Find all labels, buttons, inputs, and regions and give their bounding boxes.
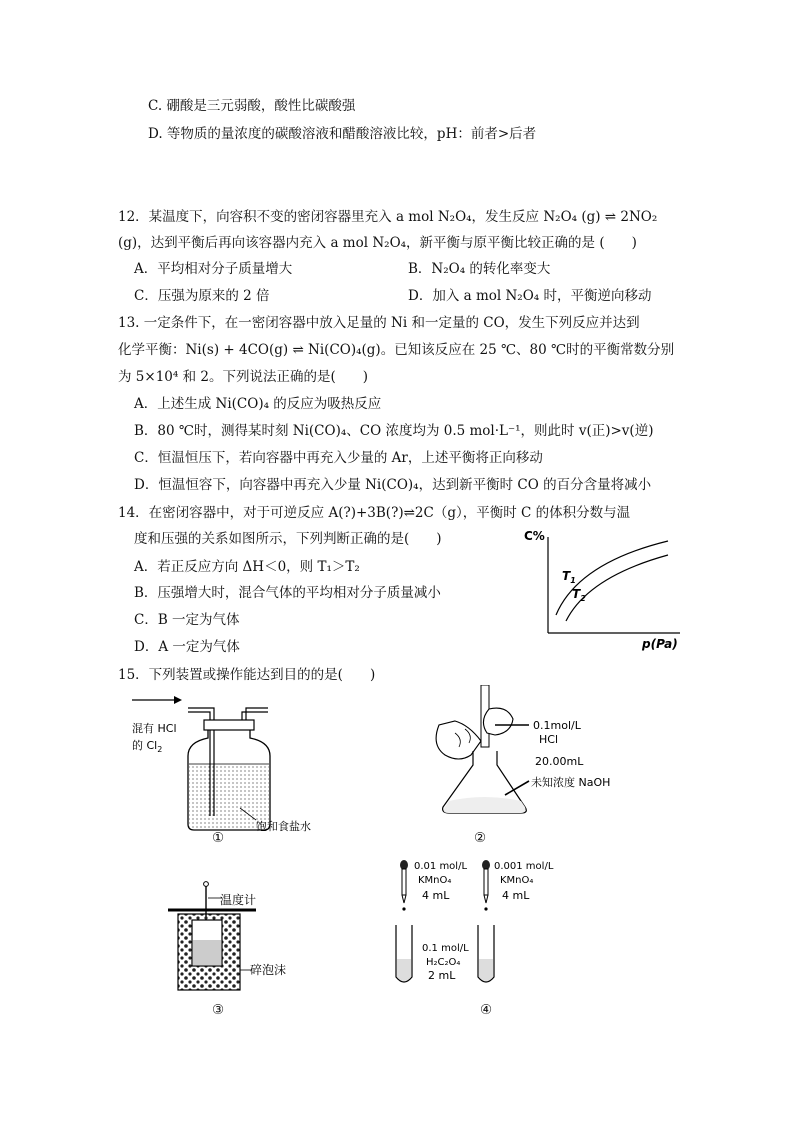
- fig3-foam-label: 碎泡沫: [250, 963, 287, 977]
- curve-t2: [566, 555, 668, 621]
- stopper: [204, 720, 254, 730]
- q14-option-d: D．A 一定为气体: [134, 639, 240, 655]
- dropper-2: [482, 860, 490, 911]
- q12-option-c: C．压强为原来的 2 倍: [134, 288, 270, 304]
- fig1-gas-wash-bottle: [128, 690, 358, 850]
- fig1-number: ①: [212, 830, 225, 846]
- q13-stem-line2: 化学平衡：Ni(s) + 4CO(g) ⇌ Ni(CO)₄(g)。已知该反应在 25 ℃、80 ℃时的平衡常数分别: [118, 342, 675, 358]
- option-d-prev: D. 等物质的量浓度的碳酸溶液和醋酸溶液比较，pH：前者>后者: [148, 126, 537, 142]
- q14-stem-line1: 14．在密闭容器中，对于可逆反应 A(?)+3B(?)⇌2C（g），平衡时 C 的体积分数与温: [118, 505, 631, 521]
- q12-option-a: A．平均相对分子质量增大: [134, 261, 293, 277]
- q15-stem: 15．下列装置或操作能达到目的的是( ): [118, 667, 376, 683]
- fig4-number: ④: [480, 1002, 493, 1018]
- q14-option-c: C．B 一定为气体: [134, 612, 240, 628]
- fig4-drop2-name: KMnO₄: [500, 875, 534, 886]
- option-c-prev: C. 硼酸是三元弱酸，酸性比碳酸强: [148, 98, 356, 114]
- fig3-thermo-label: 温度计: [220, 893, 257, 907]
- fig1-label-cl2: 的 $Cl_2$: [132, 739, 163, 754]
- q12-option-d: D．加入 a mol N₂O₄ 时，平衡逆向移动: [408, 288, 652, 304]
- q14-option-a: A．若正反应方向 ΔH＜0，则 T₁＞T₂: [134, 559, 360, 575]
- fig4-drop1-conc: 0.01 mol/L: [414, 861, 468, 872]
- arrow-head: [174, 696, 182, 704]
- fig4-tube-conc: 0.1 mol/L: [422, 943, 469, 954]
- y-axis-label: C%: [524, 529, 545, 543]
- fig2-volume: 20.00mL: [535, 755, 584, 768]
- fig2-acid-conc: 0.1mol/L: [533, 719, 581, 732]
- fig1-liquid-label: 饱和食盐水: [256, 820, 311, 833]
- fig4-drop2-vol: 4 mL: [502, 889, 530, 902]
- q12-stem-line2: (g)，达到平衡后再向该容器内充入 a mol N₂O₄，新平衡与原平衡比较正确的是 ( ): [118, 235, 637, 251]
- q12-stem-line1: 12．某温度下，向容积不变的密闭容器里充入 a mol N₂O₄，发生反应 N₂O₄ (g) ⇌ 2NO₂: [118, 209, 658, 225]
- curve-t2-label: $T_2$: [572, 587, 586, 603]
- q13-option-a: A．上述生成 Ni(CO)₄ 的反应为吸热反应: [134, 396, 382, 412]
- q14-graph: [520, 525, 685, 655]
- q13-stem-line1: 13. 一定条件下，在一密闭容器中放入足量的 Ni 和一定量的 CO，发生下列反应并达到: [118, 315, 640, 331]
- fig4-drop2-conc: 0.001 mol/L: [494, 861, 554, 872]
- fig2-acid-name: HCl: [539, 733, 559, 746]
- q14-option-b: B．压强增大时，混合气体的平均相对分子质量减小: [134, 585, 441, 601]
- hand-right: [483, 708, 513, 735]
- fig3-calorimeter: [160, 880, 300, 1000]
- q12-option-b: B．N₂O₄ 的转化率变大: [408, 261, 551, 277]
- curve-t1-label: $T_1$: [562, 569, 576, 585]
- x-axis-label: p(Pa): [642, 637, 678, 651]
- fig2-base: 未知浓度 NaOH: [531, 776, 611, 789]
- fig2-number: ②: [474, 830, 487, 846]
- q14-stem-line2: 度和压强的关系如图所示，下列判断正确的是( ): [134, 531, 442, 547]
- hand-left: [436, 721, 481, 759]
- fig4-tube-vol: 2 mL: [428, 969, 456, 982]
- fig4-tube-name: H₂C₂O₄: [426, 957, 461, 968]
- q13-option-c: C．恒温恒压下，若向容器中再充入少量的 Ar，上述平衡将正向移动: [134, 450, 543, 466]
- q13-stem-line3: 为 5×10⁴ 和 2。下列说法正确的是( ): [118, 369, 368, 385]
- fig4-drop1-vol: 4 mL: [422, 889, 450, 902]
- fig3-number: ③: [212, 1002, 225, 1018]
- fig2-titration: [425, 685, 625, 820]
- dropper-1: [400, 860, 408, 911]
- q13-option-b: B．80 ℃时，测得某时刻 Ni(CO)₄、CO 浓度均为 0.5 mol·L⁻¹，则此时 v(正)>v(逆): [134, 423, 654, 439]
- fig4-drop1-name: KMnO₄: [418, 875, 452, 886]
- fig4-test-tubes: [390, 855, 590, 995]
- fig1-label-hcl: 混有 HCl: [132, 722, 177, 735]
- q13-option-d: D．恒温恒容下，向容器中再充入少量 Ni(CO)₄，达到新平衡时 CO 的百分含量将减小: [134, 477, 652, 493]
